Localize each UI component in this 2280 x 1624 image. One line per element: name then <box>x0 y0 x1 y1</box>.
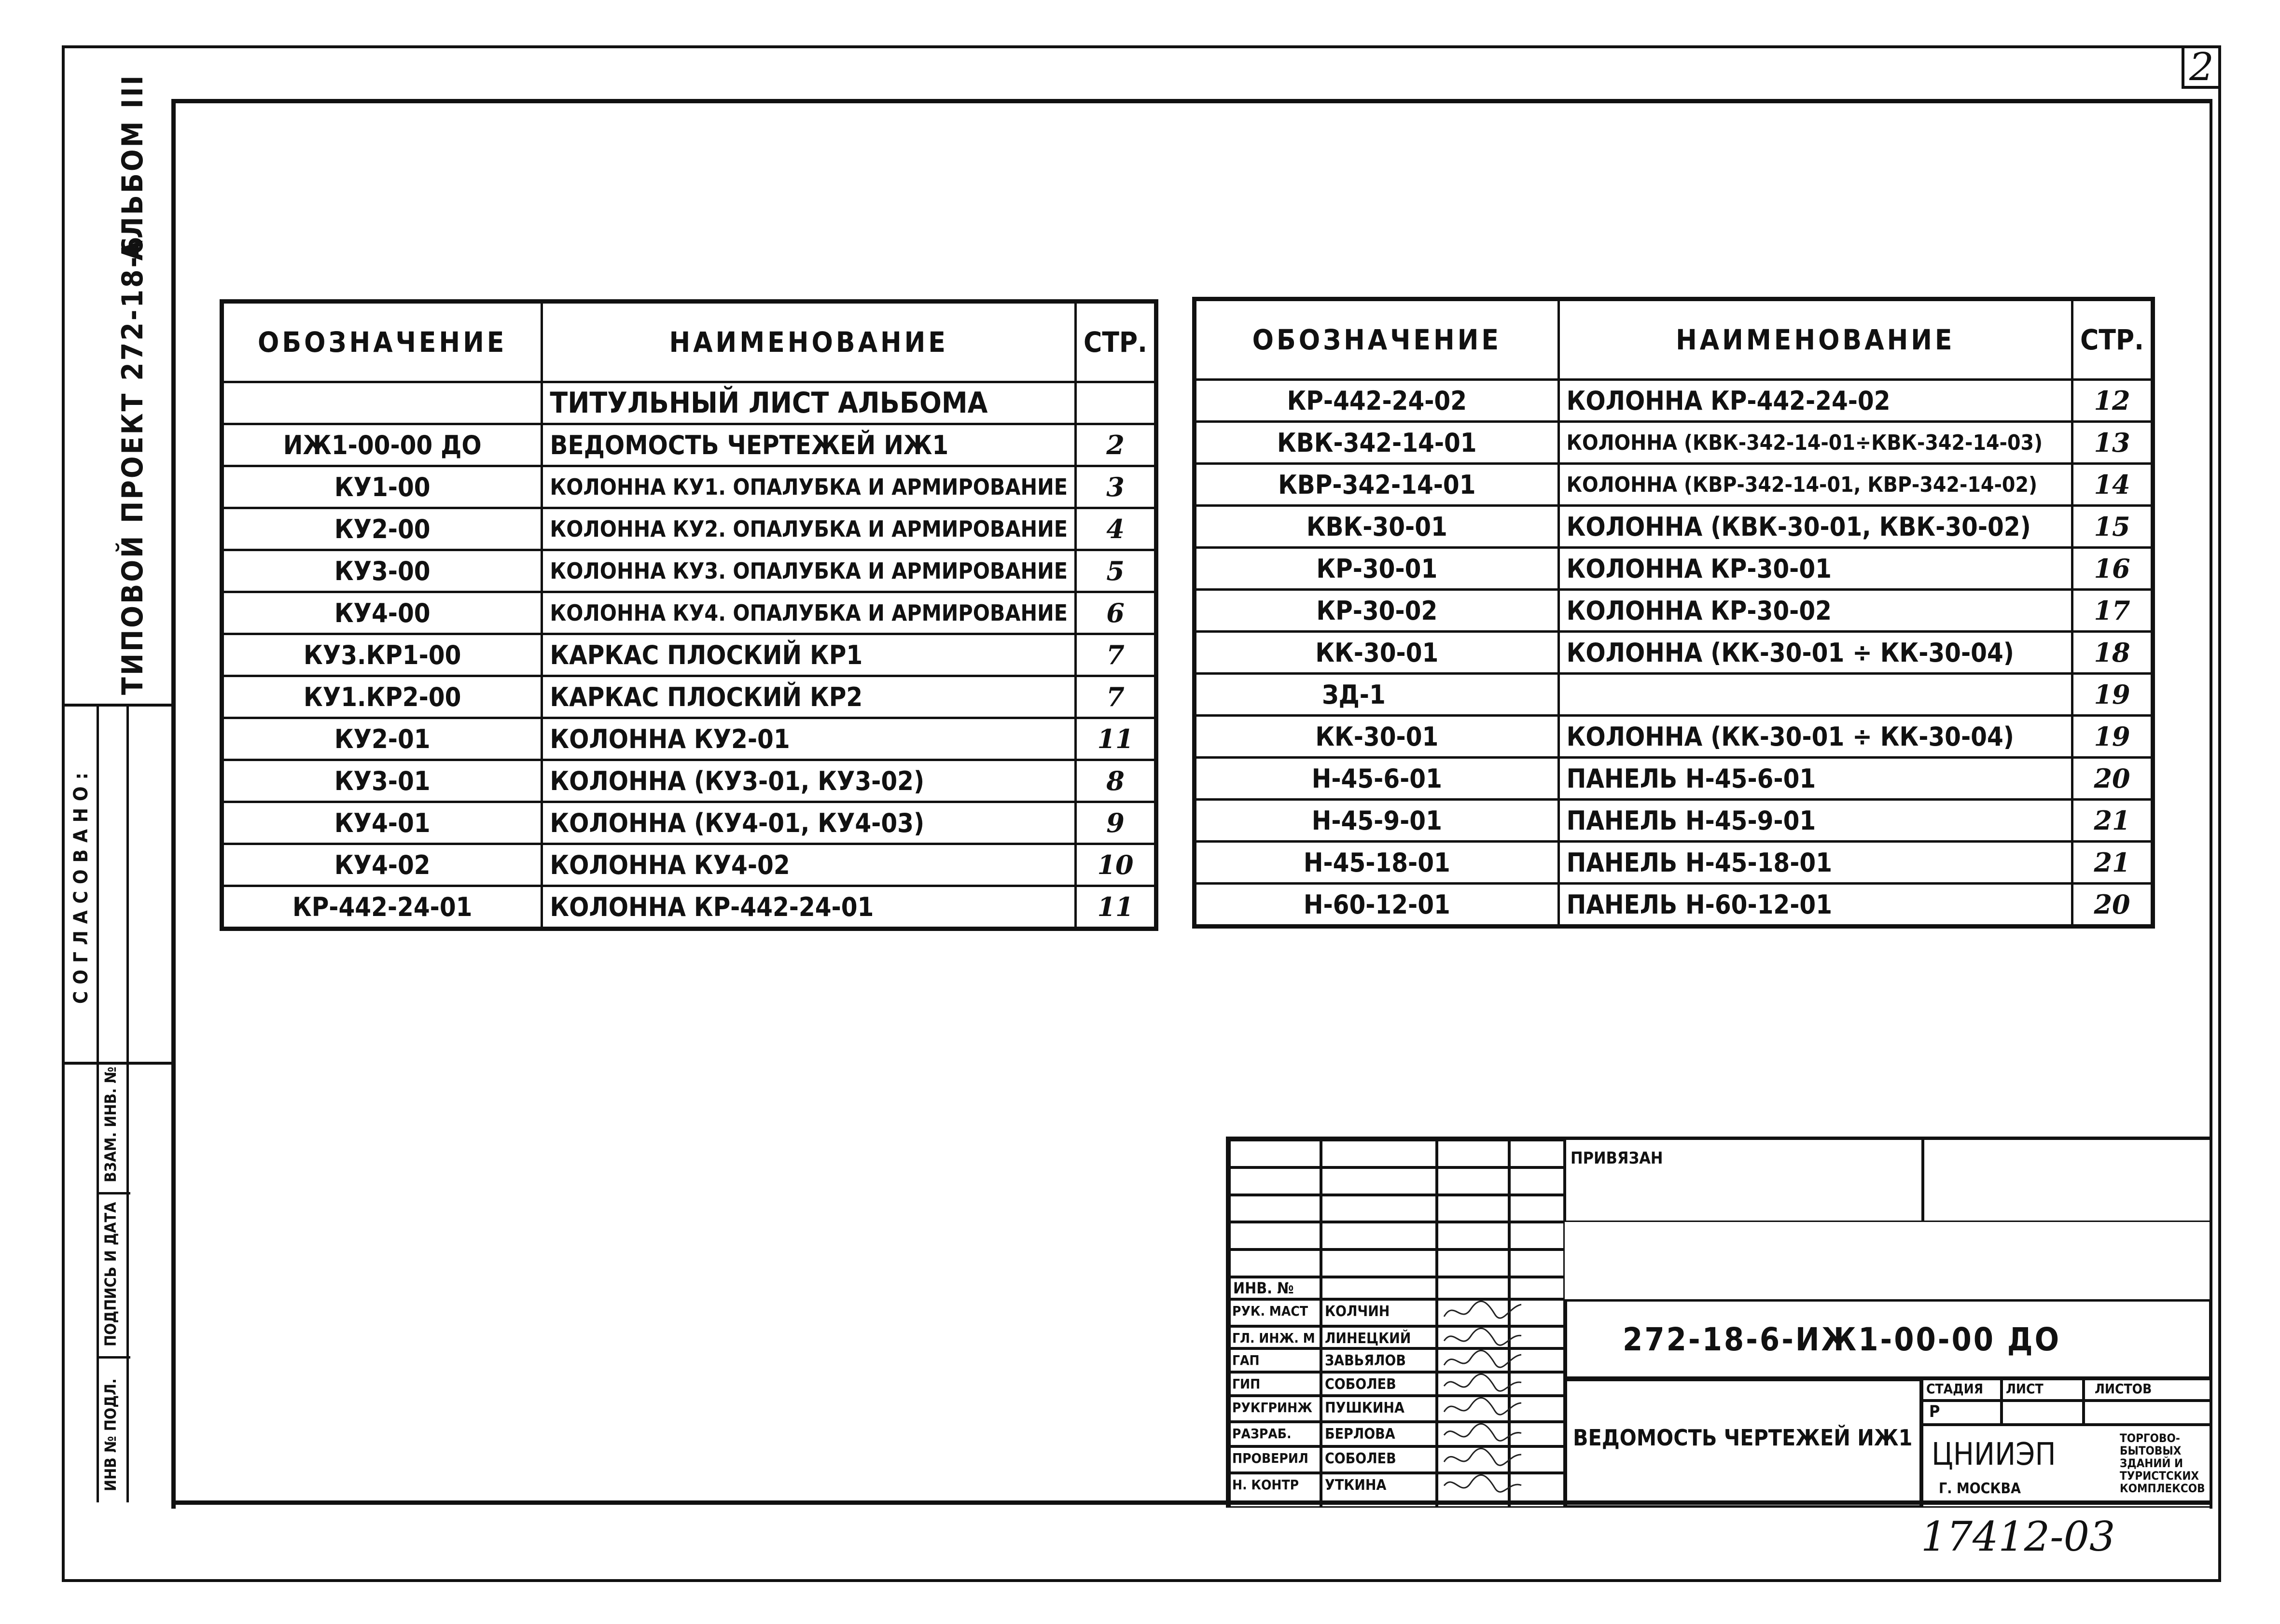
table-row <box>222 466 1156 508</box>
sheet-number: 2 <box>2189 44 2214 89</box>
row-name: КАРКАС ПЛОСКИЙ КР2 <box>542 676 1076 718</box>
row-page: 20 <box>2072 758 2153 800</box>
stage-value: Р <box>1929 1402 1940 1421</box>
row-name <box>1558 674 2072 716</box>
row-code: КУ1.КР2-00 <box>222 676 542 718</box>
row-page: 17 <box>2072 590 2153 632</box>
stamp-role: ГАП <box>1232 1352 1260 1368</box>
row-code: КР-30-01 <box>1195 548 1559 590</box>
table-row <box>222 592 1156 634</box>
designation: 272-18-6-ИЖ1-00-00 ДО <box>1623 1321 2061 1358</box>
strip-divider-2 <box>126 704 129 1502</box>
signature-grid-cell <box>1437 1222 1509 1249</box>
row-name: ПАНЕЛЬ Н-45-18-01 <box>1558 842 2072 884</box>
signature-grid-cell <box>1321 1140 1437 1167</box>
signature-grid-cell <box>1437 1167 1509 1195</box>
signature-scribble <box>1442 1297 1524 1326</box>
inventory-number: 17412-03 <box>1921 1513 2115 1560</box>
row-name: КОЛОННА КУ1. ОПАЛУБКА И АРМИРОВАНИЕ <box>542 466 1076 508</box>
table-row <box>1195 590 2153 632</box>
row-code: ЗД-1 <box>1195 674 1559 716</box>
row-code: КУ4-01 <box>222 802 542 844</box>
header-page: СТР. <box>2072 299 2153 380</box>
row-code: ИЖ1-00-00 ДО <box>222 424 542 466</box>
table-row <box>222 382 1156 424</box>
table-row <box>222 424 1156 466</box>
row-page: 18 <box>2072 632 2153 674</box>
stamp-name: СОБОЛЕВ <box>1325 1376 1396 1393</box>
row-name: ПАНЕЛЬ Н-45-6-01 <box>1558 758 2072 800</box>
stamp-role: РУК. МАСТ <box>1232 1303 1308 1319</box>
signature-grid-cell <box>1509 1195 1565 1222</box>
table-row <box>1195 464 2153 506</box>
row-code: КВР-342-14-01 <box>1195 464 1559 506</box>
signature-grid-cell <box>1321 1195 1437 1222</box>
row-name: ТИТУЛЬНЫЙ ЛИСТ АЛЬБОМА <box>542 382 1076 424</box>
stamp-name: СОБОЛЕВ <box>1325 1450 1396 1467</box>
organization-name: ЦНИИЭП <box>1932 1437 2056 1472</box>
strip-divider-1 <box>97 704 99 1502</box>
title-block <box>1226 1137 2211 1508</box>
row-name: КОЛОННА КУ3. ОПАЛУБКА И АРМИРОВАНИЕ <box>542 550 1076 592</box>
inv-number-label: ИНВ. № <box>1233 1279 1294 1297</box>
row-code: КР-442-24-01 <box>222 886 542 929</box>
signature-scribble <box>1442 1471 1524 1500</box>
side-project-title: ТИПОВОЙ ПРОЕКТ 272-18-6 <box>116 235 150 695</box>
header-name: НАИМЕНОВАНИЕ <box>1558 299 2072 380</box>
header-designation: ОБОЗНАЧЕНИЕ <box>222 302 542 382</box>
row-name: КОЛОННА (КВК-342-14-01÷КВК-342-14-03) <box>1558 422 2072 464</box>
signature-grid-cell <box>1437 1140 1509 1167</box>
organization-city: Г. МОСКВА <box>1939 1480 2021 1497</box>
stamp-name: КОЛЧИН <box>1325 1303 1390 1320</box>
table-row <box>1195 632 2153 674</box>
table-row <box>1195 674 2153 716</box>
row-name: КОЛОННА КР-30-02 <box>1558 590 2072 632</box>
row-name: КОЛОННА КР-442-24-01 <box>542 886 1076 929</box>
table-row <box>1195 422 2153 464</box>
doc-title: ВЕДОМОСТЬ ЧЕРТЕЖЕЙ ИЖ1 <box>1573 1425 1913 1451</box>
table-header-row <box>222 302 1156 382</box>
signature-scribble <box>1442 1444 1524 1473</box>
header-name: НАИМЕНОВАНИЕ <box>542 302 1076 382</box>
linked-side-cell <box>1923 1140 2211 1222</box>
row-page: 21 <box>2072 800 2153 842</box>
row-code: КР-30-02 <box>1195 590 1559 632</box>
row-page: 3 <box>1076 466 1156 508</box>
signature-grid-cell <box>1321 1249 1437 1277</box>
signature-grid-cell <box>1229 1195 1321 1222</box>
row-code: КУ3-00 <box>222 550 542 592</box>
row-page: 7 <box>1076 676 1156 718</box>
stamp-name: ЛИНЕЦКИЙ <box>1325 1330 1411 1347</box>
sheets-header <box>2084 1379 2211 1401</box>
strip-cell-line-1 <box>97 1192 130 1194</box>
row-code: КР-442-24-02 <box>1195 380 1559 422</box>
table-row <box>1195 716 2153 758</box>
row-name: КОЛОННА КУ2-01 <box>542 718 1076 760</box>
sheet-value-cell <box>2002 1401 2084 1425</box>
row-code: КУ2-01 <box>222 718 542 760</box>
row-name: КОЛОННА (КУ3-01, КУ3-02) <box>542 760 1076 802</box>
signature-grid-cell <box>1321 1222 1437 1249</box>
left-drawing-list <box>220 299 1158 931</box>
table-row <box>222 634 1156 676</box>
signature-grid-cell <box>1229 1222 1321 1249</box>
strip-mid-line <box>65 1062 171 1065</box>
sheets-value-cell <box>2084 1401 2211 1425</box>
stamp-name: ЗАВЬЯЛОВ <box>1325 1352 1406 1369</box>
row-page: 10 <box>1076 844 1156 886</box>
row-name: КОЛОННА КУ4. ОПАЛУБКА И АРМИРОВАНИЕ <box>542 592 1076 634</box>
table-row <box>222 676 1156 718</box>
row-code: Н-45-9-01 <box>1195 800 1559 842</box>
row-code: КУ4-00 <box>222 592 542 634</box>
table-row <box>1195 548 2153 590</box>
row-page <box>1076 382 1156 424</box>
table-row <box>222 802 1156 844</box>
table-row <box>222 508 1156 550</box>
row-code: КУ3-01 <box>222 760 542 802</box>
stamp-name: БЕРЛОВА <box>1325 1426 1395 1443</box>
row-code: Н-45-18-01 <box>1195 842 1559 884</box>
sheet-header <box>2002 1379 2084 1401</box>
signature-grid-cell <box>1509 1277 1565 1299</box>
stamp-role: РАЗРАБ. <box>1232 1426 1292 1442</box>
signature-scribble <box>1442 1394 1524 1423</box>
stamp-role: ГИП <box>1232 1376 1261 1392</box>
row-name: КОЛОННА (КВК-30-01, КВК-30-02) <box>1558 506 2072 548</box>
table-row <box>1195 884 2153 927</box>
stamp-role: ПРОВЕРИЛ <box>1232 1450 1308 1466</box>
row-name: КОЛОННА (КК-30-01 ÷ КК-30-04) <box>1558 632 2072 674</box>
stage-label: СТАДИЯ <box>1926 1381 1984 1397</box>
signature-grid-cell <box>1321 1277 1437 1299</box>
row-page: 13 <box>2072 422 2153 464</box>
stamp-name: УТКИНА <box>1325 1477 1387 1494</box>
row-name: КАРКАС ПЛОСКИЙ КР1 <box>542 634 1076 676</box>
organization-description: ТОРГОВО-БЫТОВЫХ ЗДАНИЙ И ТУРИСТСКИХ КОМПЛЕКСОВ <box>2120 1431 2205 1495</box>
table-row <box>1195 758 2153 800</box>
row-page: 11 <box>1076 886 1156 929</box>
row-page: 19 <box>2072 716 2153 758</box>
row-name: КОЛОННА (КВР-342-14-01, КВР-342-14-02) <box>1558 464 2072 506</box>
signature-grid-cell <box>1509 1167 1565 1195</box>
strip-top-line <box>65 704 171 707</box>
row-page: 20 <box>2072 884 2153 927</box>
row-page: 7 <box>1076 634 1156 676</box>
row-code: Н-60-12-01 <box>1195 884 1559 927</box>
stamp-role: Н. КОНТР <box>1232 1477 1299 1493</box>
row-name: КОЛОННА КУ4-02 <box>542 844 1076 886</box>
signature-grid-cell <box>1509 1249 1565 1277</box>
sheet-label: ЛИСТ <box>2006 1381 2044 1397</box>
row-page: 15 <box>2072 506 2153 548</box>
signature-grid-cell <box>1321 1167 1437 1195</box>
row-code: Н-45-6-01 <box>1195 758 1559 800</box>
side-album-title: АЛЬБОМ III <box>116 73 150 261</box>
stage-header <box>1922 1379 2002 1401</box>
table-row <box>222 886 1156 929</box>
row-page: 21 <box>2072 842 2153 884</box>
linked-label: ПРИВЯЗАН <box>1571 1149 1663 1168</box>
row-name: КОЛОННА КУ2. ОПАЛУБКА И АРМИРОВАНИЕ <box>542 508 1076 550</box>
row-page: 4 <box>1076 508 1156 550</box>
strip-cell-line-2 <box>97 1356 130 1359</box>
strip-signature-date: ПОДПИСЬ И ДАТА <box>101 1202 120 1346</box>
row-code: КУ4-02 <box>222 844 542 886</box>
row-page: 8 <box>1076 760 1156 802</box>
row-code: КУ3.КР1-00 <box>222 634 542 676</box>
sheets-label: ЛИСТОВ <box>2095 1381 2152 1397</box>
table-row <box>222 760 1156 802</box>
table-row <box>1195 842 2153 884</box>
row-page: 16 <box>2072 548 2153 590</box>
stamp-role: РУКГРИНЖ <box>1232 1400 1312 1416</box>
table-row <box>1195 800 2153 842</box>
table-header-row <box>1195 299 2153 380</box>
signature-grid-cell <box>1509 1140 1565 1167</box>
signature-grid-cell <box>1509 1222 1565 1249</box>
row-code: КВК-30-01 <box>1195 506 1559 548</box>
linked-cell <box>1565 1140 1923 1222</box>
row-name: КОЛОННА (КУ4-01, КУ4-03) <box>542 802 1076 844</box>
row-name: ПАНЕЛЬ Н-60-12-01 <box>1558 884 2072 927</box>
signature-grid-cell <box>1229 1249 1321 1277</box>
table-row <box>222 844 1156 886</box>
header-designation: ОБОЗНАЧЕНИЕ <box>1195 299 1559 380</box>
row-name: ВЕДОМОСТЬ ЧЕРТЕЖЕЙ ИЖ1 <box>542 424 1076 466</box>
table-row <box>1195 380 2153 422</box>
row-code <box>222 382 542 424</box>
row-page: 12 <box>2072 380 2153 422</box>
row-page: 5 <box>1076 550 1156 592</box>
stamp-role: ГЛ. ИНЖ. М <box>1232 1330 1315 1346</box>
header-page: СТР. <box>1076 302 1156 382</box>
strip-inv-original: ИНВ № ПОДЛ. <box>101 1378 120 1491</box>
row-page: 6 <box>1076 592 1156 634</box>
row-name: КОЛОННА КР-30-01 <box>1558 548 2072 590</box>
row-name: ПАНЕЛЬ Н-45-9-01 <box>1558 800 2072 842</box>
table-row <box>222 550 1156 592</box>
strip-replaced-inv: ВЗАМ. ИНВ. № <box>101 1067 120 1182</box>
stamp-name: ПУШКИНА <box>1325 1400 1404 1416</box>
table-row <box>222 718 1156 760</box>
signature-grid-cell <box>1437 1249 1509 1277</box>
row-page: 9 <box>1076 802 1156 844</box>
row-page: 19 <box>2072 674 2153 716</box>
row-code: КК-30-01 <box>1195 632 1559 674</box>
signature-grid-cell <box>1437 1277 1509 1299</box>
row-page: 11 <box>1076 718 1156 760</box>
signature-grid-cell <box>1437 1195 1509 1222</box>
row-code: КУ1-00 <box>222 466 542 508</box>
signature-grid-cell <box>1229 1167 1321 1195</box>
stage-value-cell <box>1922 1401 2002 1425</box>
row-code: КВК-342-14-01 <box>1195 422 1559 464</box>
row-page: 14 <box>2072 464 2153 506</box>
agreed-label: СОГЛАСОВАНО: <box>70 765 92 1004</box>
row-name: КОЛОННА (КК-30-01 ÷ КК-30-04) <box>1558 716 2072 758</box>
signature-grid-cell <box>1229 1140 1321 1167</box>
row-name: КОЛОННА КР-442-24-02 <box>1558 380 2072 422</box>
row-page: 2 <box>1076 424 1156 466</box>
row-code: КУ2-00 <box>222 508 542 550</box>
row-code: КК-30-01 <box>1195 716 1559 758</box>
table-row <box>1195 506 2153 548</box>
right-drawing-list <box>1192 297 2155 929</box>
